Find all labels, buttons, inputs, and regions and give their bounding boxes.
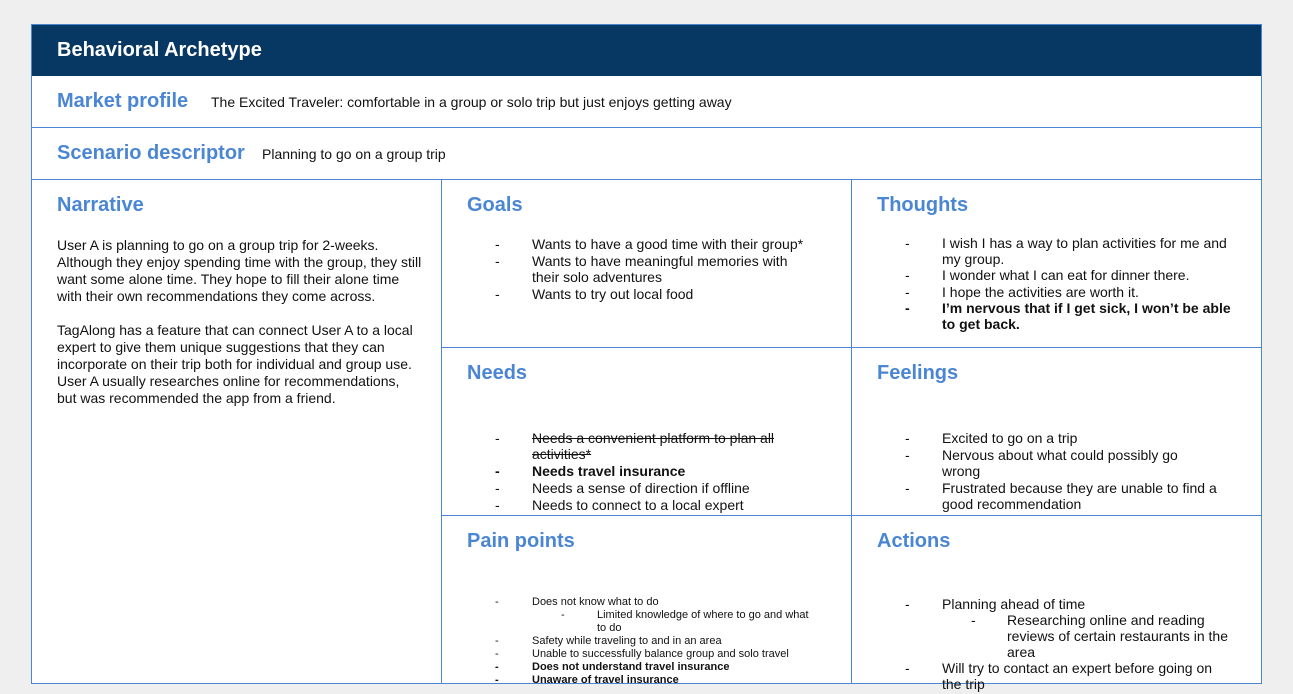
list-item: - I wonder what I can eat for dinner there. [877, 268, 1217, 284]
page-title: Behavioral Archetype [32, 25, 1261, 76]
actions-title: Actions [877, 530, 951, 552]
list-item: - Needs a convenient platform to plan all activities* [467, 430, 792, 462]
list-item: - Frustrated because they are unable to find a good recommendation [877, 480, 1232, 512]
narrative-text [57, 237, 422, 424]
actions-list [877, 596, 1237, 692]
list-item: - Does not understand travel insurance [467, 661, 827, 674]
list-item: - I’m nervous that if I get sick, I won’t be able to get back. [877, 301, 1242, 332]
list-item: - Unable to successfully balance group and solo travel [467, 648, 827, 661]
list-item: - I wish I has a way to plan activities for me and my group. [877, 236, 1242, 267]
list-item: - Researching online and reading reviews of certain restaurants in the area [877, 612, 1237, 660]
list-item: - Safety while traveling to and in an area [467, 635, 827, 648]
pain-points-title: Pain points [467, 530, 575, 552]
feelings-list [877, 430, 1217, 513]
thoughts-section [852, 180, 1261, 348]
goals-title: Goals [467, 194, 523, 216]
list-item: - Wants to have a good time with their group* [467, 236, 807, 252]
pain-points-section [442, 516, 852, 684]
list-item: - Needs travel insurance [467, 463, 807, 479]
thoughts-title: Thoughts [877, 194, 969, 216]
market-profile-label: Market profile [57, 90, 189, 112]
archetype-page [31, 24, 1262, 692]
list-item: - Will try to contact an expert before going on the trip [877, 660, 1222, 692]
goals-list [467, 236, 807, 303]
narrative-section [32, 180, 442, 684]
feelings-title: Feelings [877, 362, 959, 384]
scenario-value: Planning to go on a group trip [262, 146, 446, 162]
market-profile-value: The Excited Traveler: comfortable in a group or solo trip but just enjoys getting away [211, 94, 732, 110]
needs-section [442, 348, 852, 516]
goals-section [442, 180, 852, 348]
narrative-paragraph: TagAlong has a feature that can connect User A to a local expert to give them unique suggestions that they can incorporate on their trip both for individual and group use. User A usually researches online for recommendations, but was recommended the app from a friend. [57, 322, 413, 406]
pain-points-list [467, 596, 827, 687]
market-profile-row [32, 76, 1261, 128]
list-item: - Limited knowledge of where to go and what to do [467, 609, 817, 635]
list-item: - Excited to go on a trip [877, 430, 1217, 446]
feelings-section [852, 348, 1261, 516]
needs-list [467, 430, 807, 514]
list-item: - Nervous about what could possibly go wrong [877, 447, 1217, 479]
scenario-label: Scenario descriptor [57, 142, 245, 164]
needs-title: Needs [467, 362, 528, 384]
list-item: - Needs a sense of direction if offline [467, 480, 807, 496]
narrative-title: Narrative [57, 194, 144, 216]
narrative-paragraph: User A is planning to go on a group trip for 2-weeks. Although they enjoy spending time with the group, they still want some alone time. They hope to fill their alone time with their own recommendations they come across. [57, 237, 422, 304]
list-item: - Planning ahead of time [877, 596, 1237, 612]
list-item: - Unaware of travel insurance [467, 674, 827, 687]
list-item: - Wants to have meaningful memories with their solo adventures [467, 253, 807, 285]
thoughts-list [877, 235, 1231, 333]
actions-section [852, 516, 1261, 692]
list-item: - I hope the activities are worth it. [877, 285, 1217, 301]
scenario-row [32, 128, 1261, 180]
list-item: - Does not know what to do [467, 596, 827, 609]
list-item: - Wants to try out local food [467, 286, 807, 302]
list-item: - Needs to connect to a local expert [467, 497, 807, 513]
